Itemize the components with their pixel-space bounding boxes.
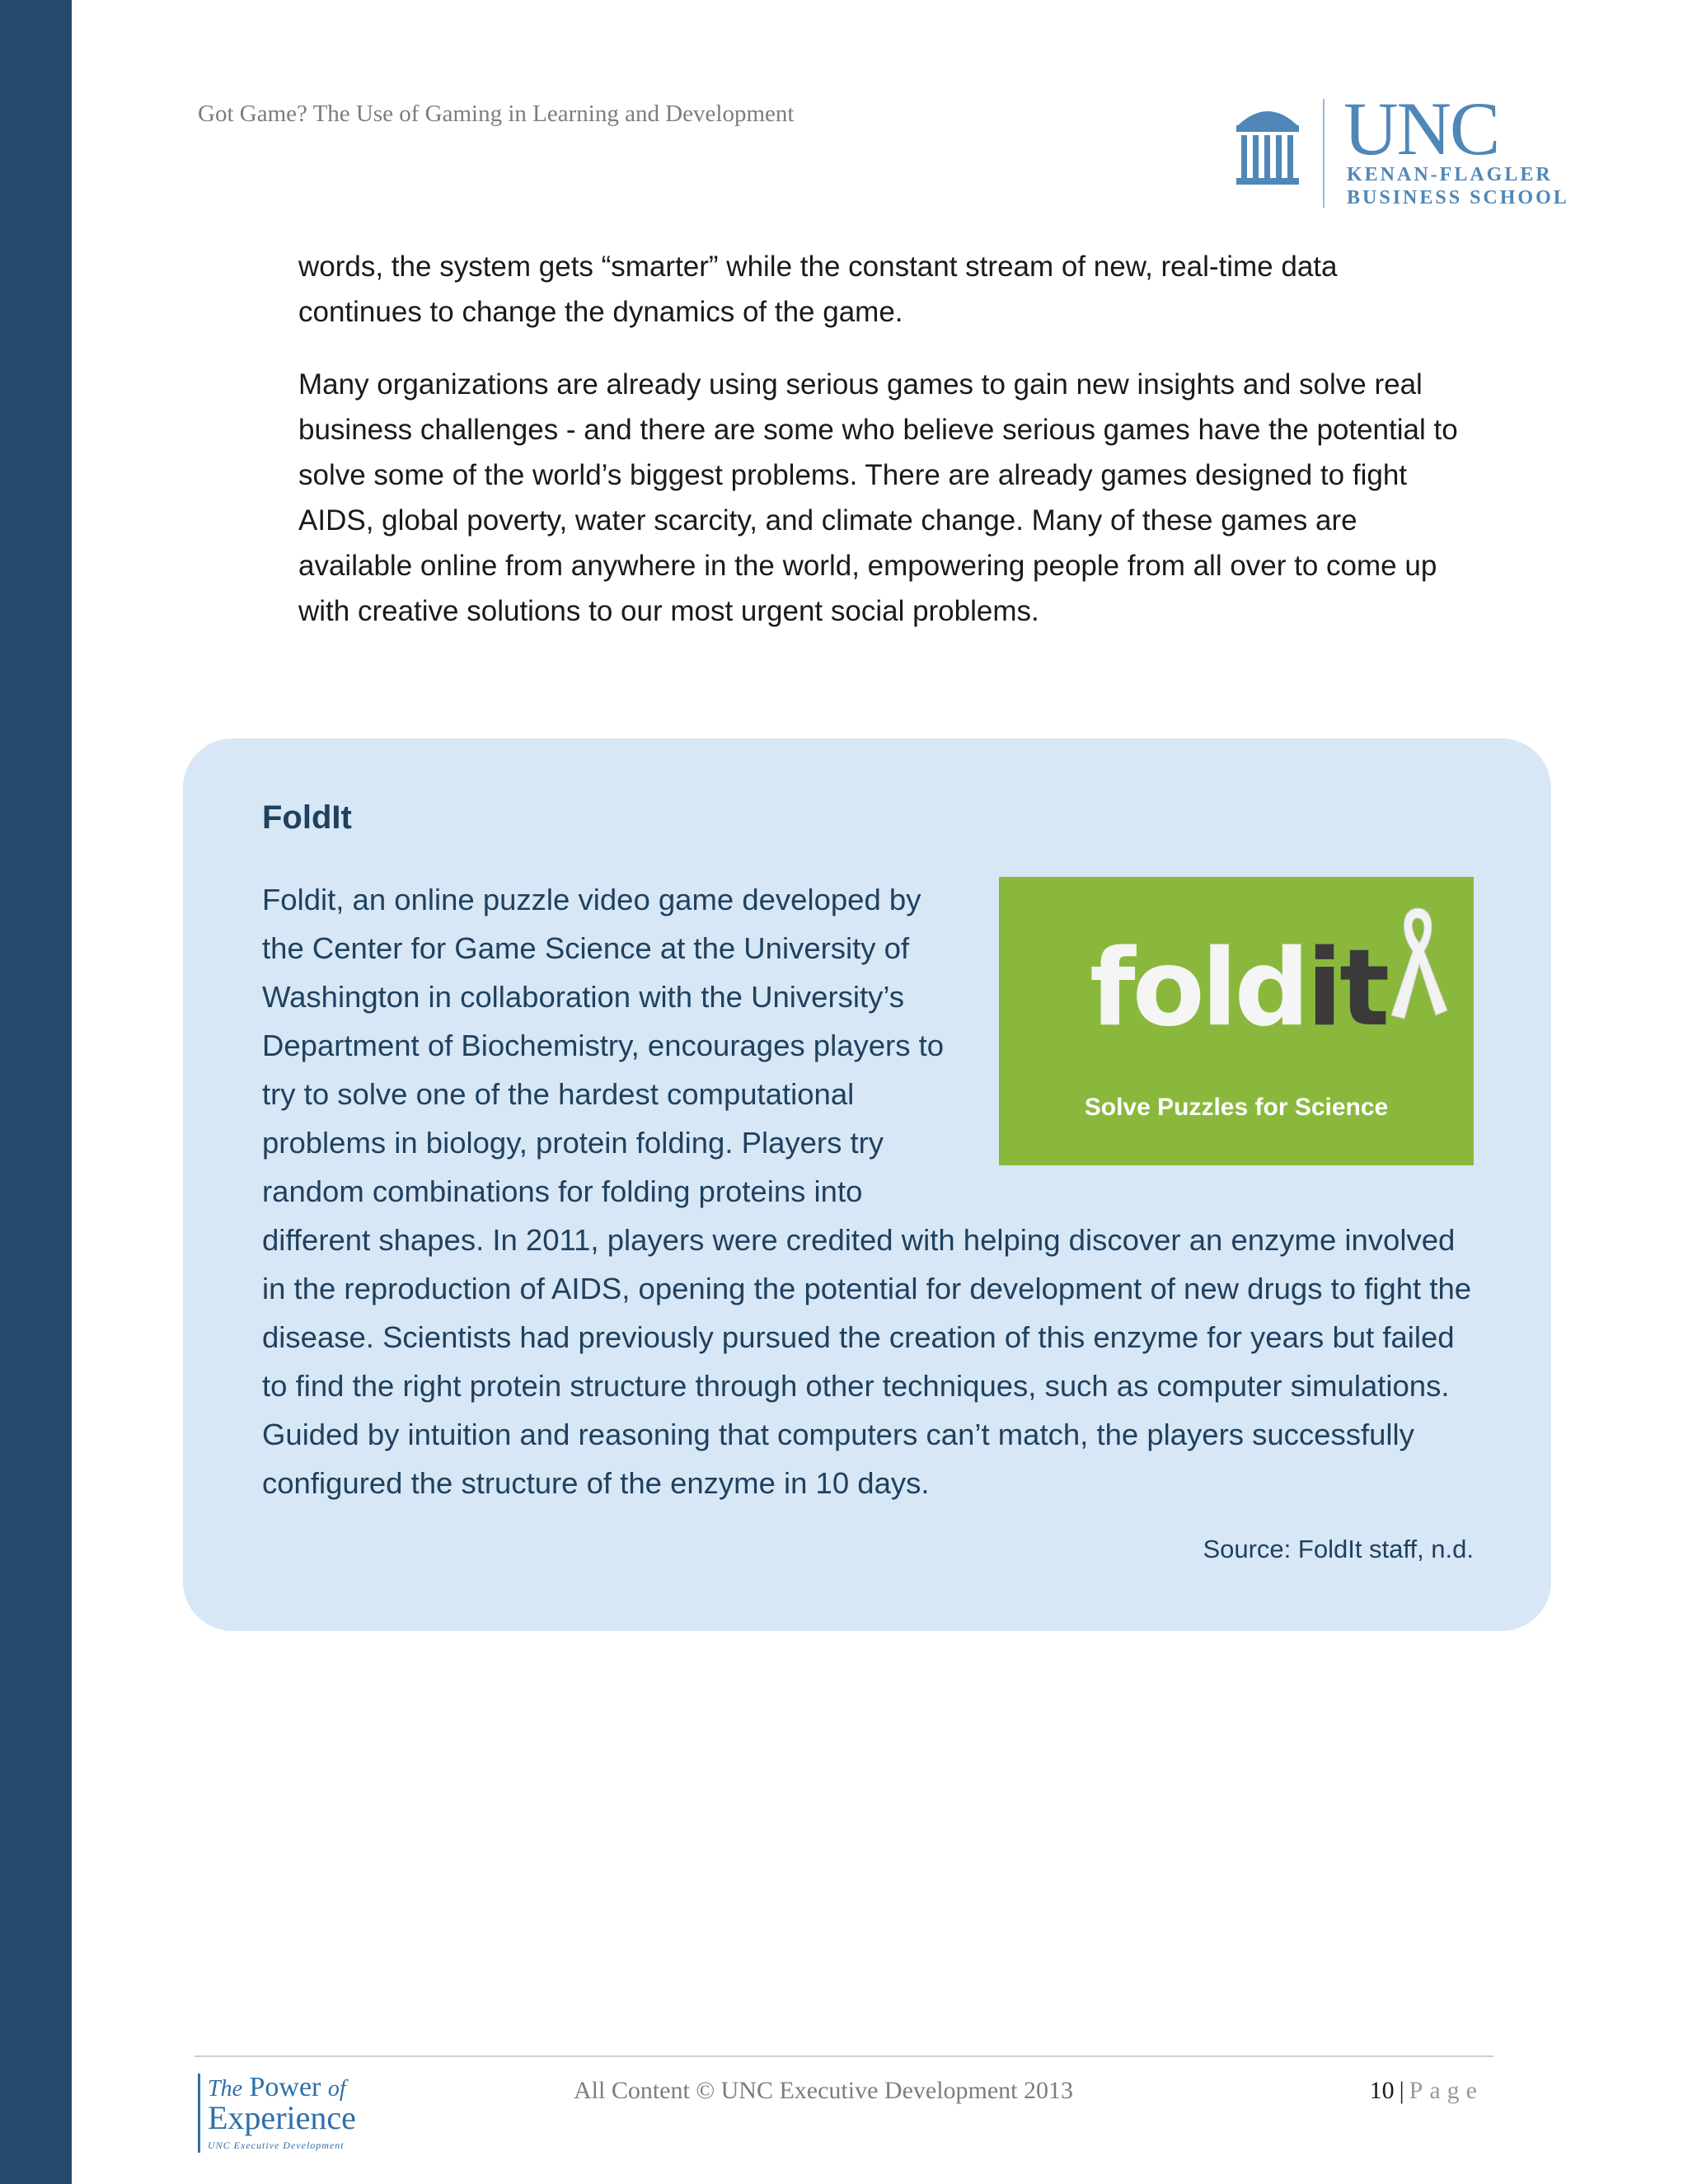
callout-body <box>262 875 1474 1507</box>
awareness-ribbon-icon <box>1385 900 1451 1024</box>
logo-subtitle-line1: KENAN-FLAGLER <box>1347 164 1553 185</box>
foldit-logo-it: it <box>1306 927 1387 1050</box>
footer-page-number <box>1370 2077 1484 2105</box>
page-separator: | <box>1399 2077 1404 2104</box>
logo-subtitle-line2: BUSINESS SCHOOL <box>1347 187 1569 209</box>
power-of-experience-logo <box>198 2074 396 2156</box>
body-paragraph-2: Many organizations are already using serious games to gain new insights and solve real business challenges - and there are some who believe serious games have the potential to solve some of the world’s biggest problems. There are already games designed to fight AIDS, global poverty, water scarcity, and climate change. Many of these games are available online from anywhere in the world, empowering people from all over to come up with creative solutions to our most urgent social problems. <box>298 368 1458 627</box>
logo-unc-text: UNC <box>1343 87 1499 171</box>
logo-divider <box>1323 99 1325 208</box>
running-header: Got Game? The Use of Gaming in Learning and Development <box>198 101 795 127</box>
sidebar-accent-bar <box>0 0 72 2184</box>
unc-kenan-flagler-logo <box>1233 87 1596 213</box>
logo-experience: Experience <box>208 2099 356 2136</box>
foldit-tagline: Solve Puzzles for Science <box>1084 1094 1389 1121</box>
foldit-logo-word <box>1090 927 1387 1050</box>
logo-subtitle <box>1347 163 1569 209</box>
logo-bar <box>198 2074 200 2153</box>
callout-text: Foldit, an online puzzle video game developed by the Center for Game Science at the University of Washington in collaboration with the University’s Department of Biochemistry, encourages players to try to solve one of the hardest computational problems in biology, protein folding. Players try random combinations for folding proteins into different shapes. In 2011, players were credited with helping discover an enzyme involved in the reproduction of AIDS, opening the potential for development of new drugs to fight the disease. Scientists had previously pursued the creation of this enzyme for years but failed to find the right protein structure through other techniques, such as computer simulations. Guided by intuition and reasoning that computers can’t match, the players successfully configured the structure of the enzyme in 10 days. <box>262 883 1472 1500</box>
logo-unc-exec: UNC Executive Development <box>208 2139 345 2151</box>
footer-rule <box>195 2055 1493 2057</box>
logo-power: Power <box>249 2072 321 2102</box>
footer-copyright: All Content © UNC Executive Development 2013 <box>574 2077 1074 2104</box>
callout-source: Source: FoldIt staff, n.d. <box>1203 1535 1474 1563</box>
foldit-logo-fold: fold <box>1090 927 1307 1050</box>
foldit-logo-image <box>999 877 1474 1165</box>
logo-of: of <box>327 2076 346 2102</box>
body-paragraph-1: words, the system gets “smarter” while the constant stream of new, real-time data continues to change the dynamics of the game. <box>298 251 1338 328</box>
page-label: Page <box>1409 2077 1484 2104</box>
old-well-icon <box>1233 101 1302 191</box>
logo-line1 <box>208 2074 346 2102</box>
page-number: 10 <box>1369 2077 1395 2104</box>
callout-title: FoldIt <box>262 799 352 836</box>
logo-the: The <box>208 2076 242 2102</box>
